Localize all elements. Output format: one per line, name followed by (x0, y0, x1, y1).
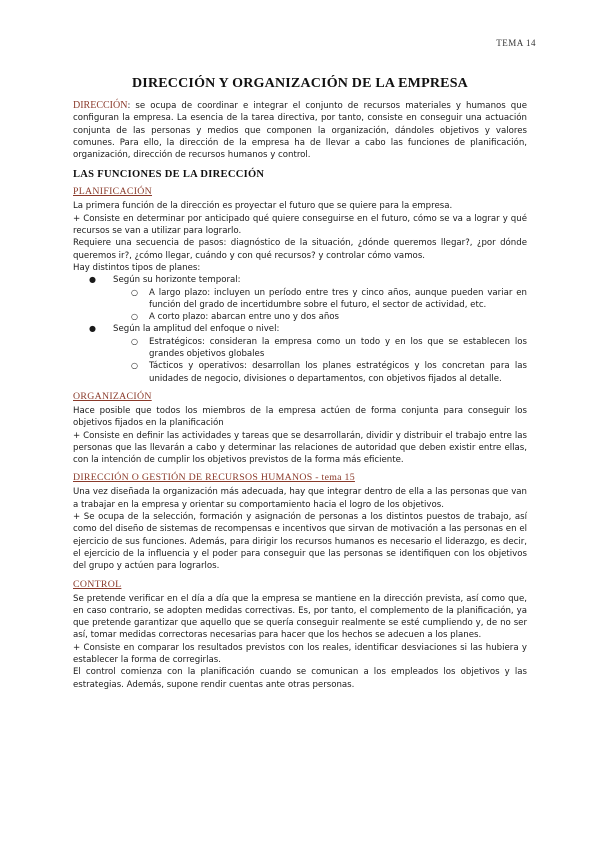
organizacion-p1: Hace posible que todos los miembros de la empresa actúen de forma conjunta para conseguir los objetivos fijados en la planificación (73, 405, 527, 429)
rrhh-p1: Una vez diseñada la organización más adecuada, hay que integrar dentro de ella a las personas que van a trabajar en la empresa y orientar su comportamiento hacia el logro de los objetivos. (73, 487, 527, 510)
circle-bullet-icon: ○ (131, 287, 138, 297)
planificacion-p1: La primera función de la dirección es proyectar el futuro que se quiere para la empresa. (73, 201, 453, 212)
rrhh-heading: DIRECCIÓN O GESTIÓN DE RECURSOS HUMANOS - tema 15 (73, 472, 355, 484)
intro-term: DIRECCIÓN (73, 100, 128, 111)
bullet-icon: ● (89, 275, 96, 285)
sub-list-item-text: A largo plazo: incluyen un período entre tres y cinco años, aunque pueden variar en función del grado de incertidumbre sobre el futuro, el sector de actividad, etc. (149, 287, 527, 310)
planificacion-p2: + Consiste en determinar por anticipado qué quiere conseguirse en el futuro, cómo se va a lograr y qué recursos se van a utilizar para lograrlo. (73, 213, 527, 237)
circle-bullet-icon: ○ (131, 361, 138, 371)
bullet-icon: ● (89, 324, 96, 334)
control-heading: CONTROL (73, 578, 122, 590)
circle-bullet-icon: ○ (131, 336, 138, 346)
list-item-label: Según la amplitud del enfoque o nivel: (113, 324, 280, 335)
plan-types-list (73, 274, 527, 385)
document-body (73, 76, 527, 691)
control-p3: El control comienza con la planificación cuando se comunican a los empleados los objetivos y las estrategias. Además, supone rendir cuentas ante otras personas. (73, 667, 527, 690)
sub-list-item-text: Tácticos y operativos: desarrollan los planes estratégicos y los concretan para las unidades de negocio, divisiones o departamentos, con objetivos fijados al detalle. (149, 361, 527, 384)
circle-bullet-icon: ○ (131, 312, 138, 322)
planificacion-p3: Requiere una secuencia de pasos: diagnóstico de la situación, ¿dónde queremos llegar?, ¿por dónde queremos ir?, ¿cómo llegar, cuándo y con qué recursos? y controlar cómo vamos. (73, 238, 527, 261)
control-p1: Se pretende verificar en el día a día que la empresa se mantiene en la dirección prevista, así como que, en caso contrario, se adopten medidas correctivas. Es, por tanto, el complemento de la planificación, ya que pretende garantizar que aquello que se quería conseguir realmente se esté cumpliendo y, de no ser así, tomar medidas correctoras necesarias para hacer que los hechos se adecuen a los planes. (73, 593, 527, 641)
organizacion-heading: ORGANIZACIÓN (73, 390, 152, 402)
sub-list-item-text: A corto plazo: abarcan entre uno y dos años (149, 312, 340, 323)
sub-list (113, 287, 527, 324)
sub-list-item-text: Estratégicos: consideran la empresa como un todo y en los que se establecen los grandes objetivos globales (149, 336, 527, 360)
control-p2: + Consiste en comparar los resultados previstos con los reales, identificar desviaciones si las hubiera y establecer la forma de corregirlas. (73, 642, 527, 665)
list-item-label: Según su horizonte temporal: (113, 275, 241, 286)
planificacion-heading: PLANIFICACIÓN (73, 186, 153, 198)
sub-list-item (131, 360, 527, 385)
organizacion-p2: + Consiste en definir las actividades y tareas que se desarrollarán, dividir y distribuir el trabajo entre las personas que las llevarán a cabo y determinar las relaciones de autoridad que deben existir entre ellas, con la intención de cumplir los objetivos previstos de la forma más eficiente. (73, 430, 527, 466)
section-title: LAS FUNCIONES DE LA DIRECCIÓN (73, 169, 265, 181)
sub-list (113, 336, 527, 385)
planificacion-p4: Hay distintos tipos de planes: (73, 262, 201, 273)
rrhh-p2: + Se ocupa de la selección, formación y asignación de personas a los distintos puestos de trabajo, así como del diseño de sistemas de recompensas e incentivos que sirvan de motivación a las personas en el ejercicio de sus funciones. Además, para dirigir los recursos humanos es necesario el liderazgo, es decir, el ejercicio de la influencia y el poder para conseguir que las personas se identifiquen con los objetivos del grupo y actúen para lograrlos. (73, 512, 527, 572)
sub-list-item (131, 336, 527, 361)
sub-list-item (131, 287, 527, 312)
topic-number: TEMA 14 (496, 38, 536, 48)
intro-text: : se ocupa de coordinar e integrar el conjunto de recursos materiales y humanos que configuran la empresa. La esencia de la tarea directiva, por tanto, consiste en conseguir una actuación conjunta de las personas y medios que componen la organización, dándoles objetivos y valores comunes. Para ello, la dirección de la empresa ha de llevar a cabo las funciones de planificación, organización, dirección de recursos humanos y control. (73, 101, 527, 161)
intro-paragraph (73, 100, 527, 161)
document-title: DIRECCIÓN Y ORGANIZACIÓN DE LA EMPRESA (132, 76, 468, 91)
list-item (89, 274, 527, 323)
list-item (89, 323, 527, 384)
sub-list-item (131, 311, 527, 323)
